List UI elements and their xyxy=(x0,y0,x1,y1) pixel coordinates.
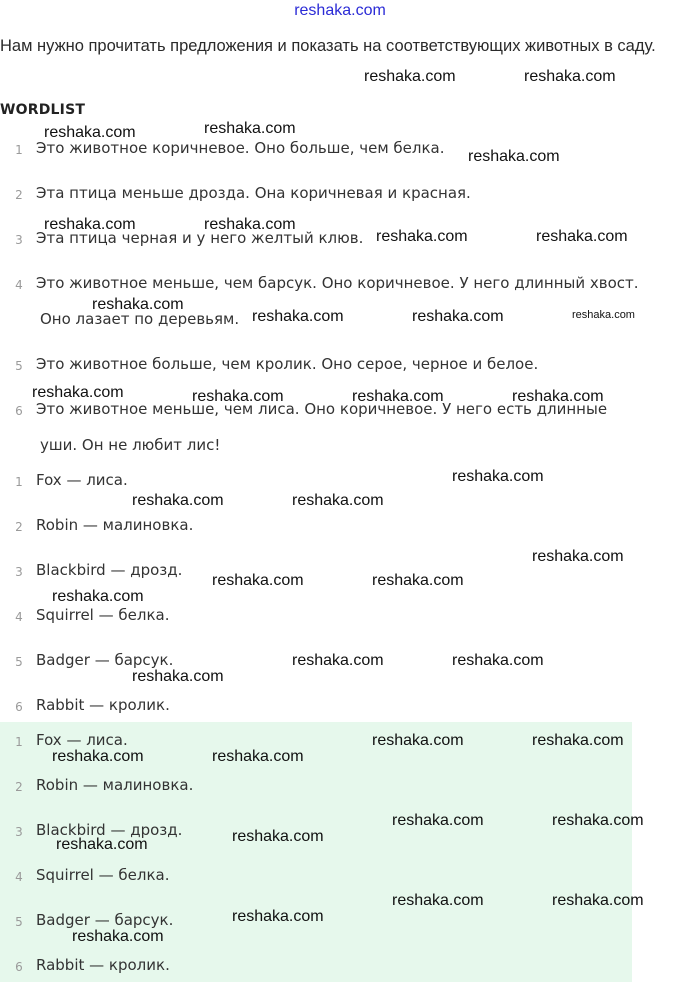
item-number: 1 xyxy=(15,475,23,489)
answer-text: Blackbird — дрозд. xyxy=(36,821,183,839)
watermark: reshaka.com xyxy=(452,468,544,485)
sentence-item xyxy=(0,184,680,210)
watermark: reshaka.com xyxy=(364,68,456,85)
word-text: Blackbird — дрозд. xyxy=(36,561,183,579)
answer-item xyxy=(0,956,680,982)
watermark: reshaka.com xyxy=(32,384,124,401)
watermark: reshaka.com xyxy=(72,928,164,945)
item-number: 3 xyxy=(15,565,23,579)
watermark: reshaka.com xyxy=(204,216,296,233)
watermark: reshaka.com xyxy=(212,572,304,589)
item-number: 6 xyxy=(15,404,23,418)
item-number: 4 xyxy=(15,610,23,624)
watermark: reshaka.com xyxy=(552,812,644,829)
watermark: reshaka.com xyxy=(372,572,464,589)
item-number: 2 xyxy=(15,188,23,202)
watermark: reshaka.com xyxy=(376,228,468,245)
item-number: 4 xyxy=(15,278,23,292)
sentence-item xyxy=(0,139,680,165)
item-number: 5 xyxy=(15,915,23,929)
watermark: reshaka.com xyxy=(532,732,624,749)
item-number: 3 xyxy=(15,233,23,247)
watermark: reshaka.com xyxy=(232,828,324,845)
answer-item xyxy=(0,866,680,892)
answer-text: Rabbit — кролик. xyxy=(36,956,170,974)
watermark: reshaka.com xyxy=(52,588,144,605)
sentence-continuation: уши. Он не любит лис! xyxy=(40,436,221,454)
intro-paragraph: Нам нужно прочитать предложения и показать на соответствующих животных в саду. xyxy=(0,37,656,55)
item-number: 2 xyxy=(15,780,23,794)
wordlist-heading: WORDLIST xyxy=(0,102,86,118)
word-text: Badger — барсук. xyxy=(36,651,174,669)
watermark: reshaka.com xyxy=(132,492,224,509)
watermark: reshaka.com xyxy=(212,748,304,765)
watermark: reshaka.com xyxy=(452,652,544,669)
answer-text: Squirrel — белка. xyxy=(36,866,170,884)
sentence-text: Эта птица меньше дрозда. Она коричневая и красная. xyxy=(36,184,471,202)
item-number: 6 xyxy=(15,960,23,974)
watermark: reshaka.com xyxy=(204,120,296,137)
word-item xyxy=(0,696,680,722)
watermark: reshaka.com xyxy=(292,492,384,509)
word-item xyxy=(0,606,680,632)
word-text: Robin — малиновка. xyxy=(36,516,194,534)
sentence-text: Это животное меньше, чем барсук. Оно коричневое. У него длинный хвост. xyxy=(36,274,639,292)
watermark: reshaka.com xyxy=(44,216,136,233)
item-number: 6 xyxy=(15,700,23,714)
item-number: 3 xyxy=(15,825,23,839)
watermark: reshaka.com xyxy=(572,309,635,321)
watermark: reshaka.com xyxy=(468,148,560,165)
watermark: reshaka.com xyxy=(52,748,144,765)
item-number: 4 xyxy=(15,870,23,884)
answer-item xyxy=(0,776,680,802)
watermark: reshaka.com xyxy=(524,68,616,85)
watermark: reshaka.com xyxy=(512,388,604,405)
word-text: Rabbit — кролик. xyxy=(36,696,170,714)
watermark: reshaka.com xyxy=(56,836,148,853)
sentence-text: Это животное коричневое. Оно больше, чем белка. xyxy=(36,139,445,157)
watermark: reshaka.com xyxy=(392,812,484,829)
watermark: reshaka.com xyxy=(232,908,324,925)
answer-text: Badger — барсук. xyxy=(36,911,174,929)
watermark: reshaka.com xyxy=(252,308,344,325)
sentence-item xyxy=(0,355,680,381)
answer-text: Robin — малиновка. xyxy=(36,776,194,794)
word-text: Fox — лиса. xyxy=(36,471,128,489)
watermark: reshaka.com xyxy=(132,668,224,685)
watermark: reshaka.com xyxy=(372,732,464,749)
watermark: reshaka.com xyxy=(392,892,484,909)
item-number: 1 xyxy=(15,143,23,157)
watermark: reshaka.com xyxy=(292,652,384,669)
watermark: reshaka.com xyxy=(192,388,284,405)
item-number: 5 xyxy=(15,359,23,373)
watermark: reshaka.com xyxy=(412,308,504,325)
watermark: reshaka.com xyxy=(552,892,644,909)
sentence-text: Это животное больше, чем кролик. Оно серое, черное и белое. xyxy=(36,355,539,373)
sentence-text: Эта птица черная и у него желтый клюв. xyxy=(36,229,364,247)
watermark: reshaka.com xyxy=(92,296,184,313)
sentence-text: Это животное меньше, чем лиса. Оно коричневое. У него есть длинные xyxy=(36,400,608,418)
site-header-link[interactable]: reshaka.com xyxy=(294,2,386,19)
word-text: Squirrel — белка. xyxy=(36,606,170,624)
word-item xyxy=(0,516,680,542)
item-number: 2 xyxy=(15,520,23,534)
answer-text: Fox — лиса. xyxy=(36,731,128,749)
watermark: reshaka.com xyxy=(536,228,628,245)
item-number: 1 xyxy=(15,735,23,749)
watermark: reshaka.com xyxy=(532,548,624,565)
item-number: 5 xyxy=(15,655,23,669)
watermark: reshaka.com xyxy=(352,388,444,405)
sentence-continuation: Оно лазает по деревьям. xyxy=(40,310,240,328)
watermark: reshaka.com xyxy=(44,124,136,141)
